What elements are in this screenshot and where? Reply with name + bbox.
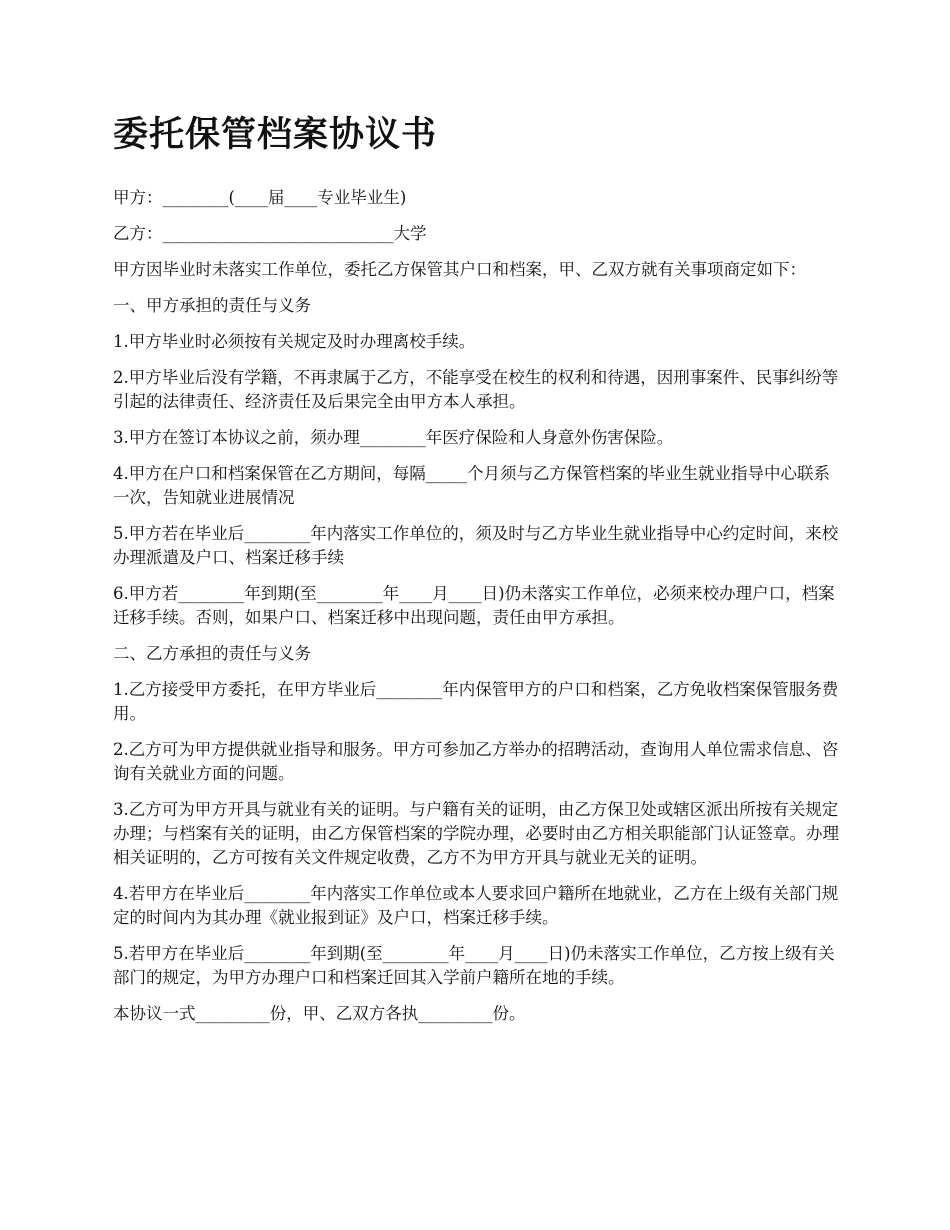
section-heading-party-b: 二、乙方承担的责任与义务 <box>113 644 311 663</box>
party-a-clause-4: 4.甲方在户口和档案保管在乙方期间，每隔_____个月须与乙方保管档案的毕业生就业指导中心联系一次，告知就业进展情况 <box>113 464 830 507</box>
party-a-clause-3: 3.甲方在签订本协议之前，须办理________年医疗保险和人身意外伤害保险。 <box>113 428 674 447</box>
party-b-clause-1: 1.乙方接受甲方委托，在甲方毕业后________年内保管甲方的户口和档案，乙方免收档案保管服务费用。 <box>113 680 839 723</box>
document-title: 委托保管档案协议书 <box>113 115 438 155</box>
party-a-clause-6: 6.甲方若________年到期(至________年____月____日)仍未落实工作单位，必须来校办理户口，档案迁移手续。否则，如果户口、档案迁移中出现问题，责任由甲方承担。 <box>113 584 835 627</box>
party-a-clause-1: 1.甲方毕业时必须按有关规定及时办理离校手续。 <box>113 332 476 351</box>
party-a-clause-2: 2.甲方毕业后没有学籍，不再隶属于乙方，不能享受在校生的权利和待遇，因刑事案件、民事纠纷等引起的法律责任、经济责任及后果完全由甲方本人承担。 <box>113 368 839 411</box>
party-b-clause-2: 2.乙方可为甲方提供就业指导和服务。甲方可参加乙方举办的招聘活动，查询用人单位需求信息、咨询有关就业方面的问题。 <box>113 740 839 783</box>
intro-paragraph: 甲方因毕业时未落实工作单位，委托乙方保管其户口和档案，甲、乙双方就有关事项商定如下： <box>113 260 806 279</box>
copies-clause: 本协议一式_________份，甲、乙双方各执_________份。 <box>113 1004 526 1023</box>
party-b-line: 乙方：____________________________大学 <box>113 224 427 243</box>
party-b-clause-5: 5.若甲方在毕业后________年到期(至________年____月____日)仍未落实工作单位，乙方按上级有关部门的规定，为甲方办理户口和档案迁回其入学前户籍所在地的手续。 <box>113 944 835 987</box>
party-b-clause-3: 3.乙方可为甲方开具与就业有关的证明。与户籍有关的证明，由乙方保卫处或辖区派出所按有关规定办理；与档案有关的证明，由乙方保管档案的学院办理，必要时由乙方相关职能部门认证签章。办理相关证明的，乙方可按有关文件规定收费，乙方不为甲方开具与就业无关的证明。 <box>113 800 839 867</box>
party-b-clause-4: 4.若甲方在毕业后________年内落实工作单位或本人要求回户籍所在地就业，乙方在上级有关部门规定的时间内为其办理《就业报到证》及户口，档案迁移手续。 <box>113 884 839 927</box>
party-a-line: 甲方：________(____届____专业毕业生) <box>113 188 407 207</box>
section-heading-party-a: 一、甲方承担的责任与义务 <box>113 296 311 315</box>
document-page <box>113 108 843 1038</box>
party-a-clause-5: 5.甲方若在毕业后________年内落实工作单位的，须及时与乙方毕业生就业指导中心约定时间，来校办理派遣及户口、档案迁移手续 <box>113 524 839 567</box>
